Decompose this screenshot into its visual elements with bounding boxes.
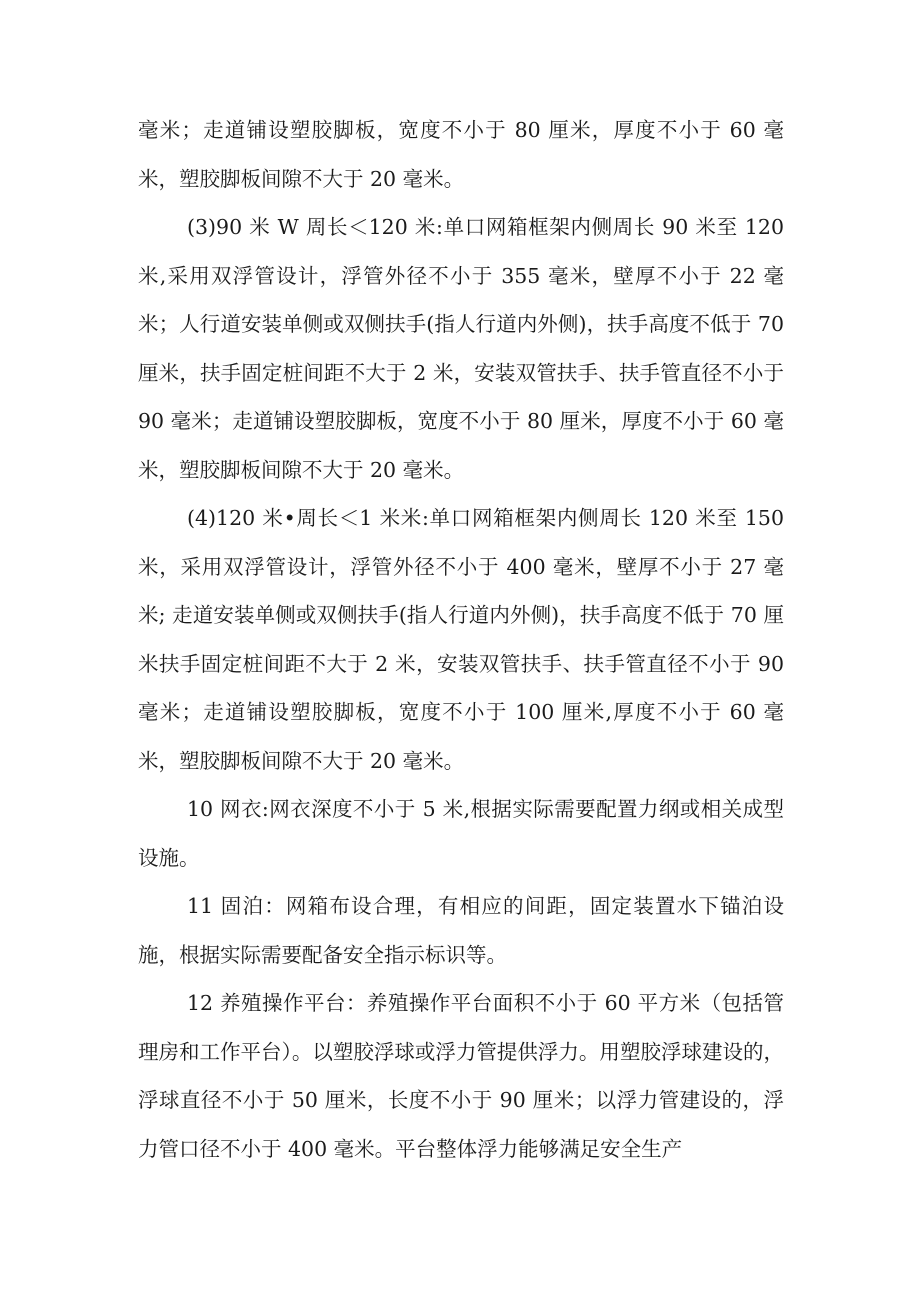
paragraph-section-10: 10 网衣:网衣深度不小于 5 米,根据实际需要配置力纲或相关成型设施。 (138, 797, 784, 870)
paragraph-item-4: (4)120 米•周长＜1 米米:单口网箱框架内侧周长 120 米至 150 米，采用双浮管设计，浮管外径不小于 400 毫米，壁厚不小于 27 毫米; 走道安装单侧或双侧扶手(指人行道内外侧)，扶手高度不低于 70 厘米扶手固定桩间距不大于 2 米，安装双管扶手、扶手管直径不小于 90 毫米；走道铺设塑胶脚板，宽度不小于 100 厘米,厚度不小于 60 毫米，塑胶脚板间隙不大于 20 毫米。 (138, 506, 784, 773)
paragraph-item-3: (3)90 米 W 周长＜120 米:单口网箱框架内侧周长 90 米至 120 米,采用双浮管设计，浮管外径不小于 355 毫米，壁厚不小于 22 毫米；人行道安装单侧或双侧扶手(指人行道内外侧)，扶手高度不低于 70 厘米，扶手固定桩间距不大于 2 米，安装双管扶手、扶手管直径不小于 90 毫米；走道铺设塑胶脚板，宽度不小于 80 厘米，厚度不小于 60 毫米，塑胶脚板间隙不大于 20 毫米。 (138, 215, 784, 482)
paragraph-continuation: 毫米；走道铺设塑胶脚板，宽度不小于 80 厘米，厚度不小于 60 毫米，塑胶脚板间隙不大于 20 毫米。 (138, 118, 784, 191)
document-body (138, 106, 784, 1173)
paragraph-section-11: 11 固泊：网箱布设合理，有相应的间距，固定装置水下锚泊设施，根据实际需要配备安全指示标识等。 (138, 894, 784, 967)
paragraph-section-12: 12 养殖操作平台：养殖操作平台面积不小于 60 平方米（包括管理房和工作平台）。以塑胶浮球或浮力管提供浮力。用塑胶浮球建设的，浮球直径不小于 50 厘米，长度不小于 90 厘米；以浮力管建设的，浮力管口径不小于 400 毫米。平台整体浮力能够满足安全生产 (138, 991, 784, 1161)
